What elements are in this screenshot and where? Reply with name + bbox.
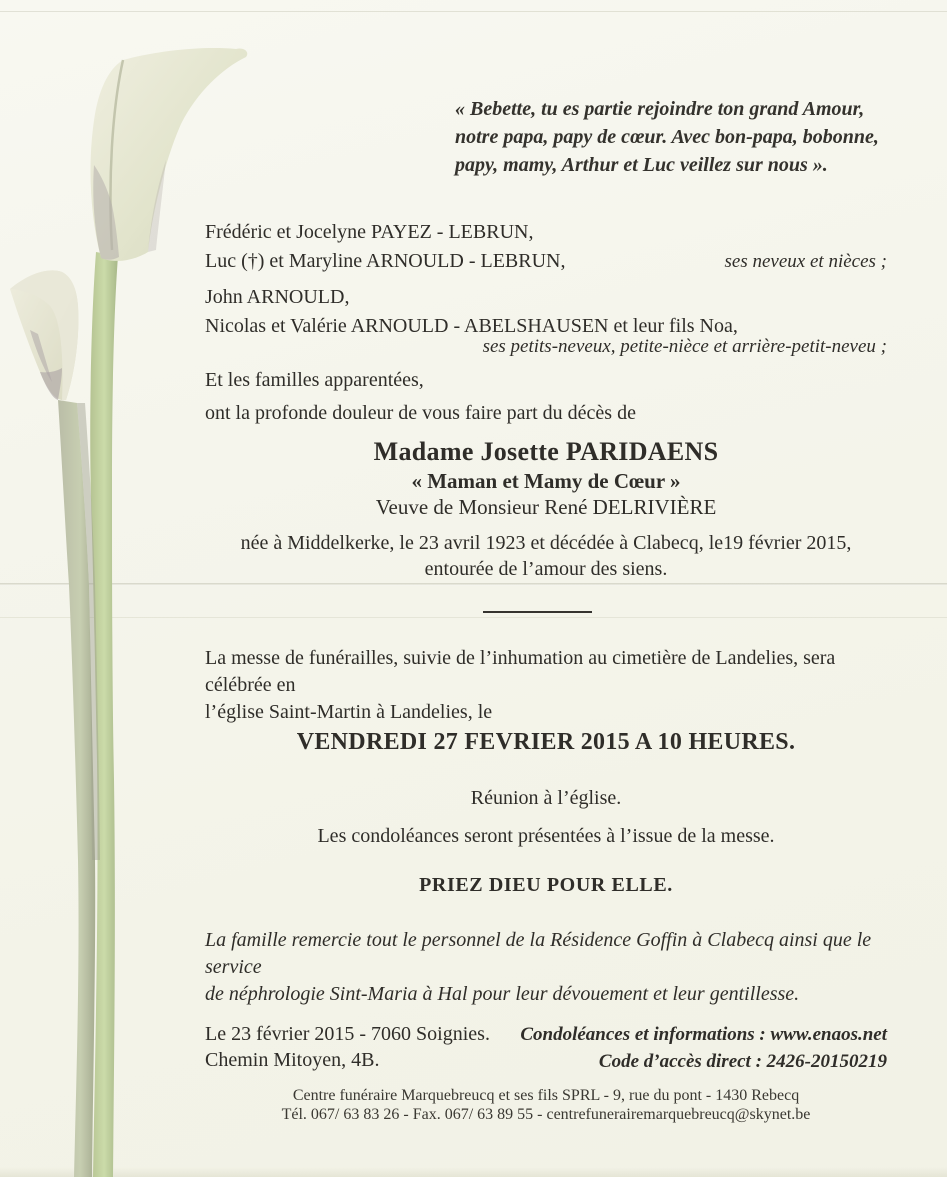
funeral-home-line: Centre funéraire Marquebreucq et ses fils SPRL - 9, rue du pont - 1430 Rebecq [292,1087,800,1104]
birth-death-line: née à Middelkerke, le 23 avril 1923 et décédée à Clabecq, le19 février 2015, [240,532,852,554]
ceremony-datetime: VENDREDI 27 FEVRIER 2015 A 10 HEURES. [296,729,796,755]
widow-line: Veuve de Monsieur René DELRIVIÈRE [375,495,717,519]
relative-line: Luc (†) et Maryline ARNOULD - LEBRUN, [205,250,566,272]
access-code-line: Code d’accès direct : 2426-20150219 [598,1051,887,1072]
relation-label: ses petits-neveux, petite-nièce et arrière-petit-neveu ; [482,336,887,357]
meeting-line: Réunion à l’église. [470,787,622,809]
birth-death-lines [205,530,887,582]
announcement-line: ont la profonde douleur de vous faire part du décès de [205,402,636,424]
section-divider [483,611,592,613]
mass-line: La messe de funérailles, suivie de l’inhumation au cimetière de Landelies, sera célébrée en [205,647,836,696]
relative-line: Nicolas et Valérie ARNOULD - ABELSHAUSEN et leur fils Noa, [205,315,738,337]
relatives-group-1 [205,218,887,276]
epigraph-line: papy, mamy, Arthur et Luc veillez sur nous ». [455,154,828,176]
thanks-line: de néphrologie Sint-Maria à Hal pour leur dévouement et leur gentillesse. [205,983,800,1005]
date-place-line: Le 23 février 2015 - 7060 Soignies. [205,1023,490,1045]
sender-address [205,1021,490,1073]
mass-line: l’église Saint-Martin à Landelies, le [205,701,493,723]
epigraph-line: notre papa, papy de cœur. Avec bon-papa, bobonne, [455,126,879,148]
mass-paragraph [205,645,887,726]
deceased-name: Madame Josette PARIDAENS [373,437,719,466]
relative-line: John ARNOULD, [205,286,350,308]
thanks-line: La famille remercie tout le personnel de la Résidence Goffin à Clabecq ainsi que le service [205,929,872,978]
online-condolences [520,1021,887,1075]
epigraph-line: « Bebette, tu es partie rejoindre ton grand Amour, [455,98,865,120]
thanks-paragraph [205,927,887,1008]
epigraph [455,95,905,179]
deceased-nickname: « Maman et Mamy de Cœur » [411,469,681,493]
relative-line: Frédéric et Jocelyne PAYEZ - LEBRUN, [205,221,534,243]
address-line: Chemin Mitoyen, 4B. [205,1049,380,1071]
relation-label: ses neveux et nièces ; [724,251,887,272]
condolences-line: Les condoléances seront présentées à l’issue de la messe. [317,825,775,847]
relatives-group-2 [205,283,887,341]
online-info-line: Condoléances et informations : www.enaos.net [520,1024,887,1045]
prayer-line: PRIEZ DIEU POUR ELLE. [419,874,673,896]
footer-columns [205,1021,887,1075]
funeral-home-footer [205,1086,887,1124]
families-line: Et les familles apparentées, [205,369,424,391]
birth-death-line: entourée de l’amour des siens. [424,558,668,580]
funeral-home-line: Tél. 067/ 63 83 26 - Fax. 067/ 63 89 55 - centrefunerairemarquebreucq@skynet.be [281,1106,811,1123]
